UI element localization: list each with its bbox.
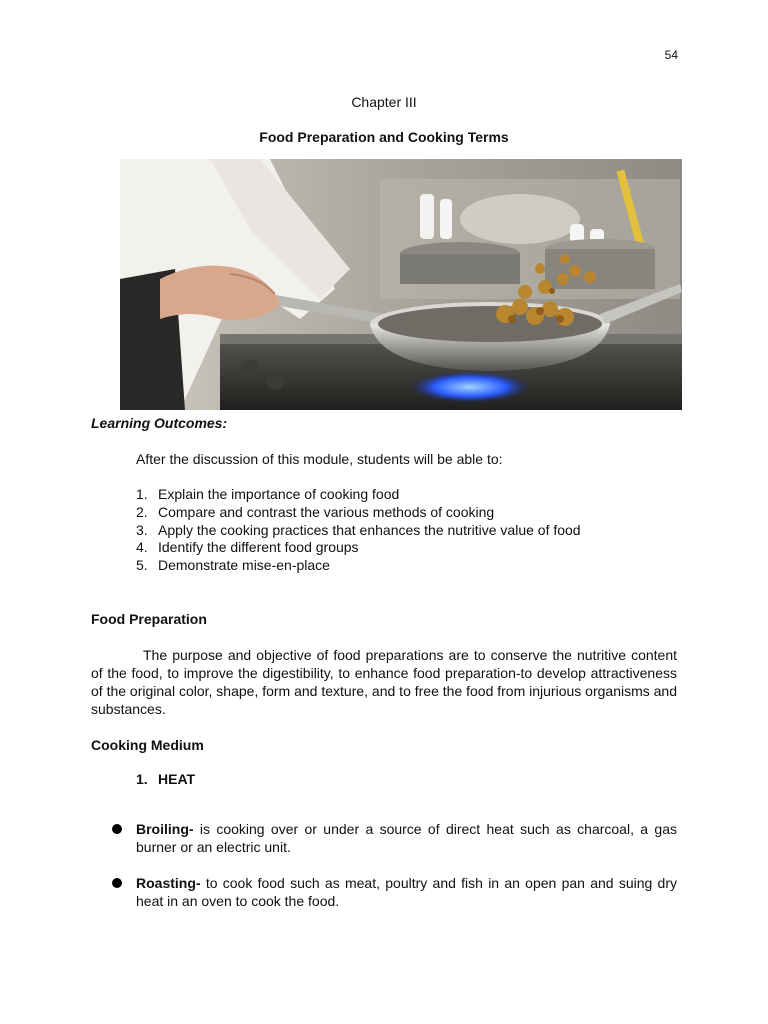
- list-item: 2. Compare and contrast the various methods of cooking: [136, 503, 495, 520]
- food-preparation-paragraph: The purpose and objective of food preparations are to conserve the nutritive content of the food, to improve the digestibility, to enhance food preparation-to develop attractiveness of the original color, shape, form and texture, and to free the food from injurious organisms and substances.: [91, 647, 677, 717]
- term-definition: to cook food such as meat, poultry and fish in an open pan and suing dry heat in an oven to cook the food.: [136, 875, 677, 909]
- list-item: 5. Demonstrate mise-en-place: [136, 557, 330, 574]
- list-item: 4. Identify the different food groups: [136, 539, 359, 556]
- kitchen-photo-illustration: [120, 159, 682, 410]
- page-number: 54: [664, 48, 678, 62]
- term-definition: is cooking over or under a source of direct heat such as charcoal, a gas burner or an electric unit.: [136, 821, 677, 855]
- chapter-label: Chapter III: [351, 94, 417, 110]
- kitchen-photo: [120, 159, 682, 410]
- learning-outcomes-intro: After the discussion of this module, students will be able to:: [136, 451, 503, 467]
- bullet-icon: [112, 824, 122, 834]
- heat-subheading: 1. HEAT: [136, 771, 196, 787]
- bullet-icon: [112, 878, 122, 888]
- list-item: 1. Explain the importance of cooking food: [136, 486, 400, 502]
- food-preparation-heading: Food Preparation: [91, 611, 207, 627]
- term-label: Broiling-: [136, 821, 194, 837]
- cooking-medium-heading: Cooking Medium: [91, 737, 204, 753]
- learning-outcomes-list: [136, 486, 581, 575]
- term-label: Roasting-: [136, 875, 201, 891]
- bullet-item-roasting: [112, 874, 677, 910]
- bullet-item-broiling: [112, 820, 677, 856]
- learning-outcomes-heading: Learning Outcomes:: [91, 415, 228, 431]
- list-item: 3. Apply the cooking practices that enhances the nutritive value of food: [136, 521, 581, 538]
- chapter-title: Food Preparation and Cooking Terms: [259, 129, 509, 145]
